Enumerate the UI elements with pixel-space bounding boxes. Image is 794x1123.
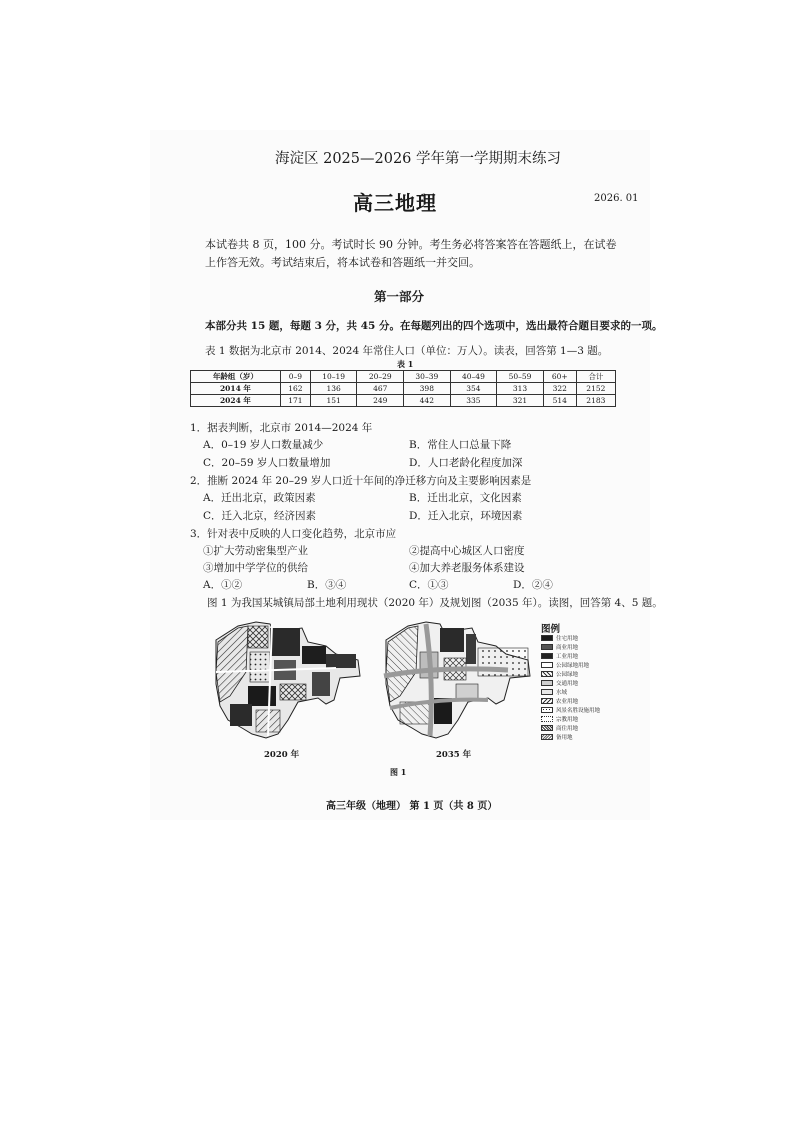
question-3-option-c: C．①③ — [409, 579, 449, 591]
question-3-option-b: B．③④ — [307, 579, 347, 591]
table-header-cell: 40–49 — [450, 371, 497, 383]
table-cell: 514 — [543, 395, 576, 407]
exam-date: 2026. 01 — [594, 193, 639, 204]
question-2-option-c: C．迁入北京，经济因素 — [203, 510, 317, 522]
legend-swatch — [541, 653, 553, 659]
legend-label: 风景名胜设施用地 — [556, 708, 601, 714]
legend-label: 农业用地 — [556, 699, 579, 705]
question-2-option-d: D．迁入北京，环境因素 — [409, 510, 523, 522]
legend-item — [541, 643, 578, 651]
question-2-stem: 2．推断 2024 年 20–29 岁人口近十年间的净迁移方向及主要影响因素是 — [190, 475, 532, 487]
table-cell: 2024 年 — [191, 395, 281, 407]
question-1-option-a: A．0–19 岁人口数量减少 — [203, 439, 324, 451]
legend-item — [541, 634, 578, 642]
table-cell: 313 — [497, 383, 544, 395]
table-header-cell: 合计 — [576, 371, 615, 383]
legend-label: 备用地 — [556, 735, 573, 741]
legend-item — [541, 652, 578, 660]
legend-label: 水域 — [556, 690, 568, 696]
table-header-cell: 20–29 — [357, 371, 404, 383]
table-header-cell: 30–39 — [404, 371, 451, 383]
table-intro: 表 1 数据为北京市 2014、2024 年常住人口（单位：万人）。读表，回答第 1—3 题。 — [205, 345, 609, 357]
legend-swatch — [541, 734, 553, 740]
legend-swatch — [541, 662, 553, 668]
subject-title: 高三地理 — [353, 191, 437, 215]
legend-swatch — [541, 689, 553, 695]
exam-instructions: 本试卷共 8 页，100 分。考试时长 90 分钟。考生务必将答案答在答题纸上，在试卷上作答无效。考试结束后，将本试卷和答题纸一并交回。 — [205, 238, 617, 269]
legend-item — [541, 670, 578, 678]
legend-item — [541, 661, 589, 669]
question-3-statement-2: ②提高中心城区人口密度 — [409, 545, 525, 557]
legend-swatch — [541, 698, 553, 704]
legend-label: 商业用地 — [556, 645, 579, 651]
population-table — [190, 370, 616, 407]
table-cell: 398 — [404, 383, 451, 395]
legend-label: 住宅用地 — [556, 636, 579, 642]
table-header-cell: 50–59 — [497, 371, 544, 383]
legend-swatch — [541, 680, 553, 686]
legend-label: 公园绿地用地 — [556, 663, 590, 669]
question-3-statement-1: ①扩大劳动密集型产业 — [203, 545, 308, 557]
exam-title: 海淀区 2025—2026 学年第一学期期末练习 — [275, 151, 562, 167]
table-header-cell: 0–9 — [280, 371, 310, 383]
legend-swatch — [541, 671, 553, 677]
question-3-statement-3: ③增加中学学位的供给 — [203, 562, 308, 574]
table-header-row — [191, 371, 616, 383]
legend-item — [541, 715, 578, 723]
table-cell: 2152 — [576, 383, 615, 395]
table-cell: 354 — [450, 383, 497, 395]
legend-swatch — [541, 707, 553, 713]
figure-intro: 图 1 为我国某城镇局部土地利用现状（2020 年）及规划图（2035 年）。读图，回答第 4、5 题。 — [207, 597, 663, 609]
question-3-option-a: A．①② — [203, 579, 243, 591]
legend-item — [541, 697, 578, 705]
legend-swatch — [541, 644, 553, 650]
page-footer: 高三年级（地理） 第 1 页（共 8 页） — [326, 801, 498, 812]
figure-caption: 图 1 — [390, 767, 407, 777]
table-cell: 151 — [310, 395, 357, 407]
question-2-option-a: A．迁出北京，政策因素 — [203, 492, 316, 504]
question-1-option-d: D．人口老龄化程度加深 — [409, 457, 523, 469]
part-description: 本部分共 15 题，每题 3 分，共 45 分。在每题列出的四个选项中，选出最符合题目要求的一项。 — [205, 320, 663, 332]
legend-label: 公园绿地 — [556, 672, 579, 678]
question-3-option-d: D．②④ — [513, 579, 553, 591]
land-use-map-2035 — [378, 612, 538, 742]
table-cell: 136 — [310, 383, 357, 395]
table-cell: 162 — [280, 383, 310, 395]
question-1-stem: 1．据表判断，北京市 2014—2024 年 — [190, 422, 373, 434]
part-title: 第一部分 — [374, 289, 425, 304]
legend-swatch — [541, 635, 553, 641]
table-cell: 335 — [450, 395, 497, 407]
table-cell: 249 — [357, 395, 404, 407]
table-cell: 467 — [357, 383, 404, 395]
table-header-cell: 10–19 — [310, 371, 357, 383]
table-cell: 322 — [543, 383, 576, 395]
legend-label: 工业用地 — [556, 654, 579, 660]
table-cell: 442 — [404, 395, 451, 407]
land-use-map-2020 — [208, 612, 368, 742]
legend-label: 宗教用地 — [556, 717, 579, 723]
question-1-option-b: B．常住人口总量下降 — [409, 439, 512, 451]
legend-item — [541, 706, 600, 714]
table-caption: 表 1 — [397, 359, 414, 369]
legend-swatch — [541, 725, 553, 731]
question-2-option-b: B．迁出北京，文化因素 — [409, 492, 522, 504]
legend-label: 交通用地 — [556, 681, 579, 687]
table-row — [191, 395, 616, 407]
map-2035-label: 2035 年 — [436, 750, 472, 760]
table-header-cell: 年龄组（岁） — [191, 371, 281, 383]
legend-swatch — [541, 716, 553, 722]
legend-item — [541, 724, 578, 732]
question-3-stem: 3．针对表中反映的人口变化趋势，北京市应 — [190, 528, 397, 540]
question-3-statement-4: ④加大养老服务体系建设 — [409, 562, 525, 574]
table-row — [191, 383, 616, 395]
legend-item — [541, 733, 573, 741]
table-cell: 2014 年 — [191, 383, 281, 395]
legend-item — [541, 688, 567, 696]
legend-label: 商住用地 — [556, 726, 579, 732]
map-2020-label: 2020 年 — [264, 750, 300, 760]
table-cell: 321 — [497, 395, 544, 407]
legend-title: 图例 — [541, 624, 561, 635]
table-cell: 2183 — [576, 395, 615, 407]
table-cell: 171 — [280, 395, 310, 407]
legend-item — [541, 679, 578, 687]
table-header-cell: 60+ — [543, 371, 576, 383]
question-1-option-c: C．20–59 岁人口数量增加 — [203, 457, 331, 469]
